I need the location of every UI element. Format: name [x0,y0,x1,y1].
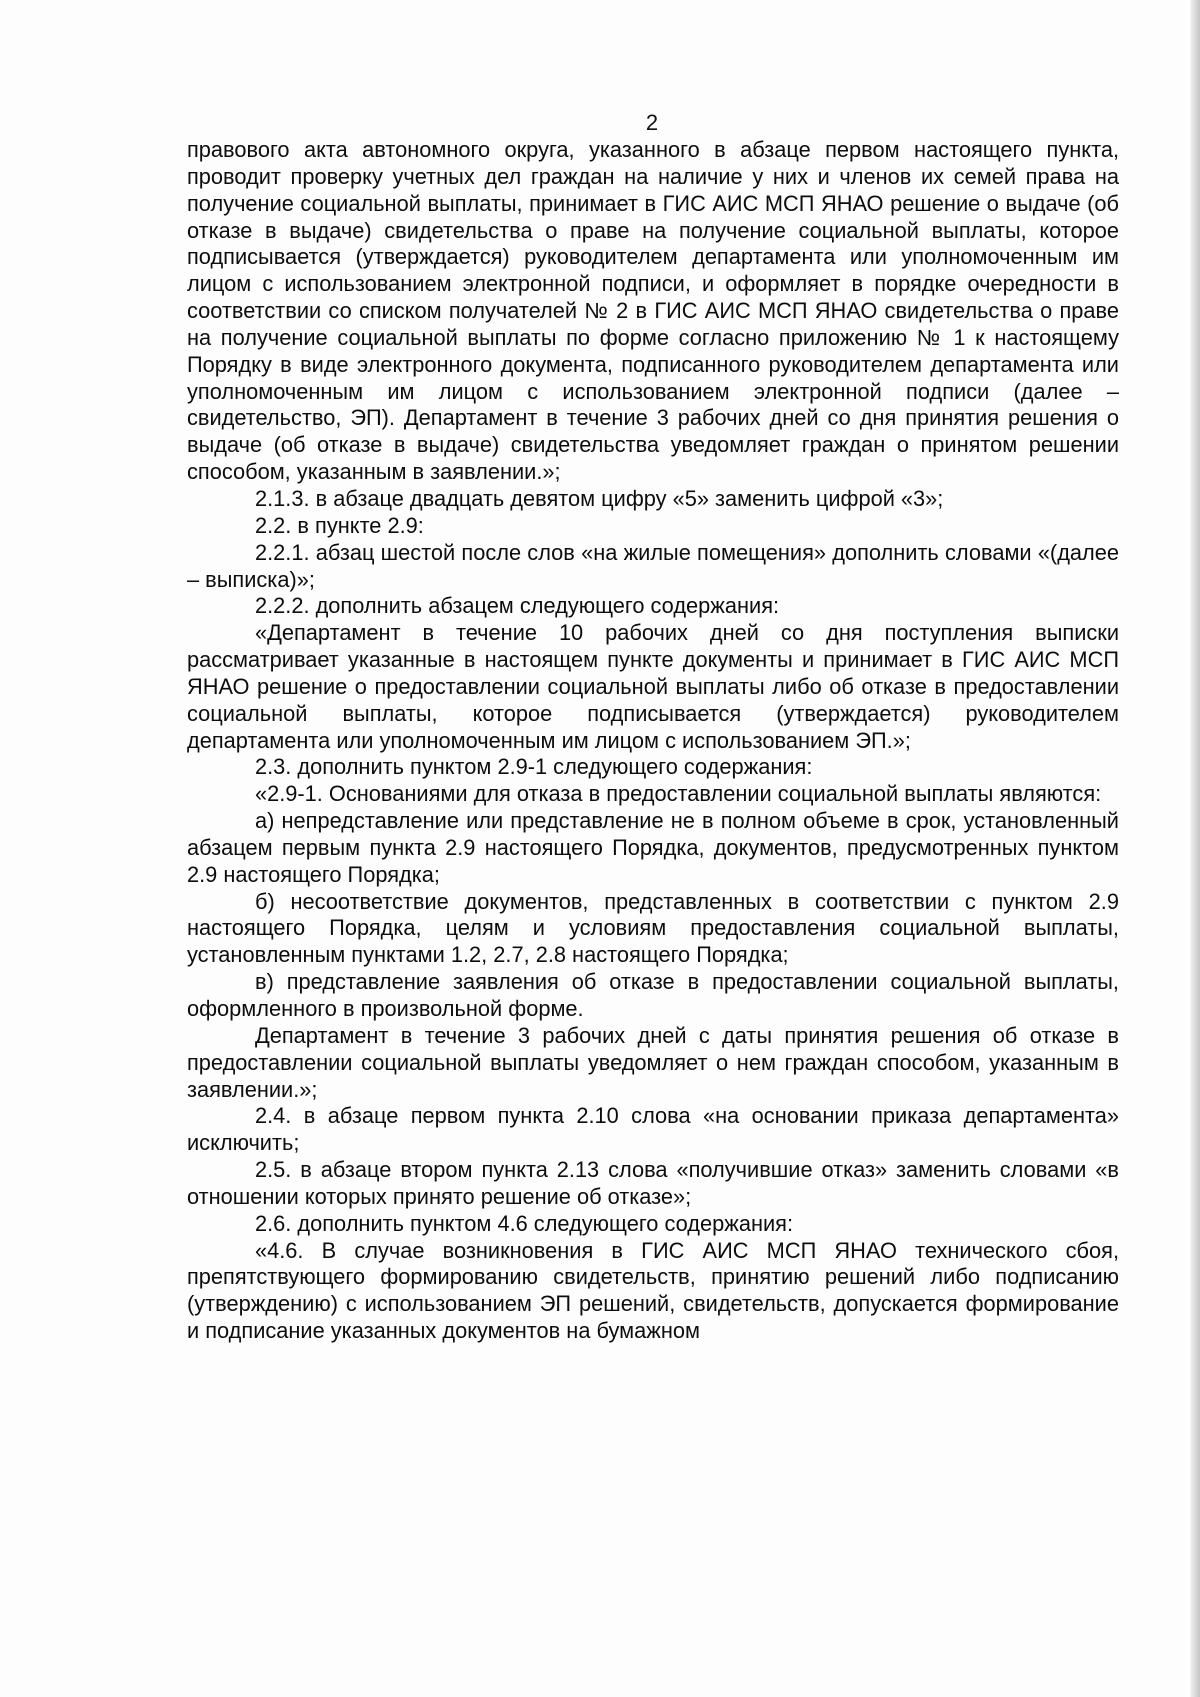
paragraph: 2.2. в пункте 2.9: [255,512,424,538]
paragraph: 2.2.1. абзац шестой после слов «на жилые помещения» дополнить словами «(далее – выписка)»; [187,539,1119,592]
paragraph: 2.2.2. дополнить абзацем следующего содержания: [255,593,780,619]
paragraph: а) непредставление или представление не в полном объеме в срок, установленный абзацем первым пункта 2.9 настоящего Порядка, документов, предусмотренных пунктом 2.9 настоящего Порядка; [187,808,1119,887]
paragraph: 2.3. дополнить пунктом 2.9-1 следующего содержания: [255,754,813,780]
paragraph: в) представление заявления об отказе в предоставлении социальной выплаты, оформленного в произвольной форме. [187,969,1119,1021]
paragraph: «4.6. В случае возникновения в ГИС АИС МСП ЯНАО технического сбоя, препятствующего формированию свидетельств, принятию решений либо подписанию (утверждению) с использованием ЭП решений, свидетельств, допускается формирование и подписание указанных документов на бумажном [187,1237,1119,1344]
paragraph: 2.4. в абзаце первом пункта 2.10 слова «на основании приказа департамента» исключить; [187,1103,1119,1156]
scan-edge [1190,0,1200,1697]
paragraph: б) несоответствие документов, представленных в соответствии с пунктом 2.9 настоящего Порядка, целям и условиям предоставления социальной выплаты, установленным пунктами 1.2, 2.7, 2.8 настоящего Порядка; [187,888,1119,968]
paragraph: «2.9-1. Основаниями для отказа в предоставлении социальной выплаты являются: [255,781,1102,807]
paragraph: 2.6. дополнить пунктом 4.6 следующего содержания: [255,1210,794,1236]
document-body [187,137,1119,1345]
paragraph: 2.5. в абзаце втором пункта 2.13 слова «получившие отказ» заменить словами «в отношении которых принято решение об отказе»; [187,1157,1119,1209]
paragraph: 2.1.3. в абзаце двадцать девятом цифру «5» заменить цифрой «3»; [255,485,944,511]
paragraph: Департамент в течение 3 рабочих дней с даты принятия решения об отказе в предоставлении социальной выплаты уведомляет о нем граждан способом, указанным в заявлении.»; [187,1022,1119,1102]
paragraph: «Департамент в течение 10 рабочих дней со дня поступления выписки рассматривает указанные в настоящем пункте документы и принимает в ГИС АИС МСП ЯНАО решение о предоставлении социальной выплаты либо об отказе в предоставлении социальной выплаты, которое подписывается (утверждается) руководителем департамента или уполномоченным им лицом с использованием ЭП.»; [187,620,1119,753]
paragraph: правового акта автономного округа, указанного в абзаце первом настоящего пункта, проводит проверку учетных дел граждан на наличие у них и членов их семей права на получение социальной выплаты, принимает в ГИС АИС МСП ЯНАО решение о выдаче (об отказе в выдаче) свидетельства о праве на получение социальной выплаты, которое подписывается (утверждается) руководителем департамента или уполномоченным им лицом с использованием электронной подписи, и оформляет в порядке очередности в соответствии со списком получателей № 2 в ГИС АИС МСП ЯНАО свидетельства о праве на получение социальной выплаты по форме согласно приложению № 1 к настоящему Порядку в виде электронного документа, подписанного руководителем департамента или уполномоченным им лицом с использованием электронной подписи (далее – свидетельство, ЭП). Департамент в течение 3 рабочих дней со дня принятия решения о выдаче (об отказе в выдаче) свидетельства уведомляет граждан о принятом решении способом, указанным в заявлении.»; [187,137,1119,485]
page-number: 2 [645,110,659,135]
